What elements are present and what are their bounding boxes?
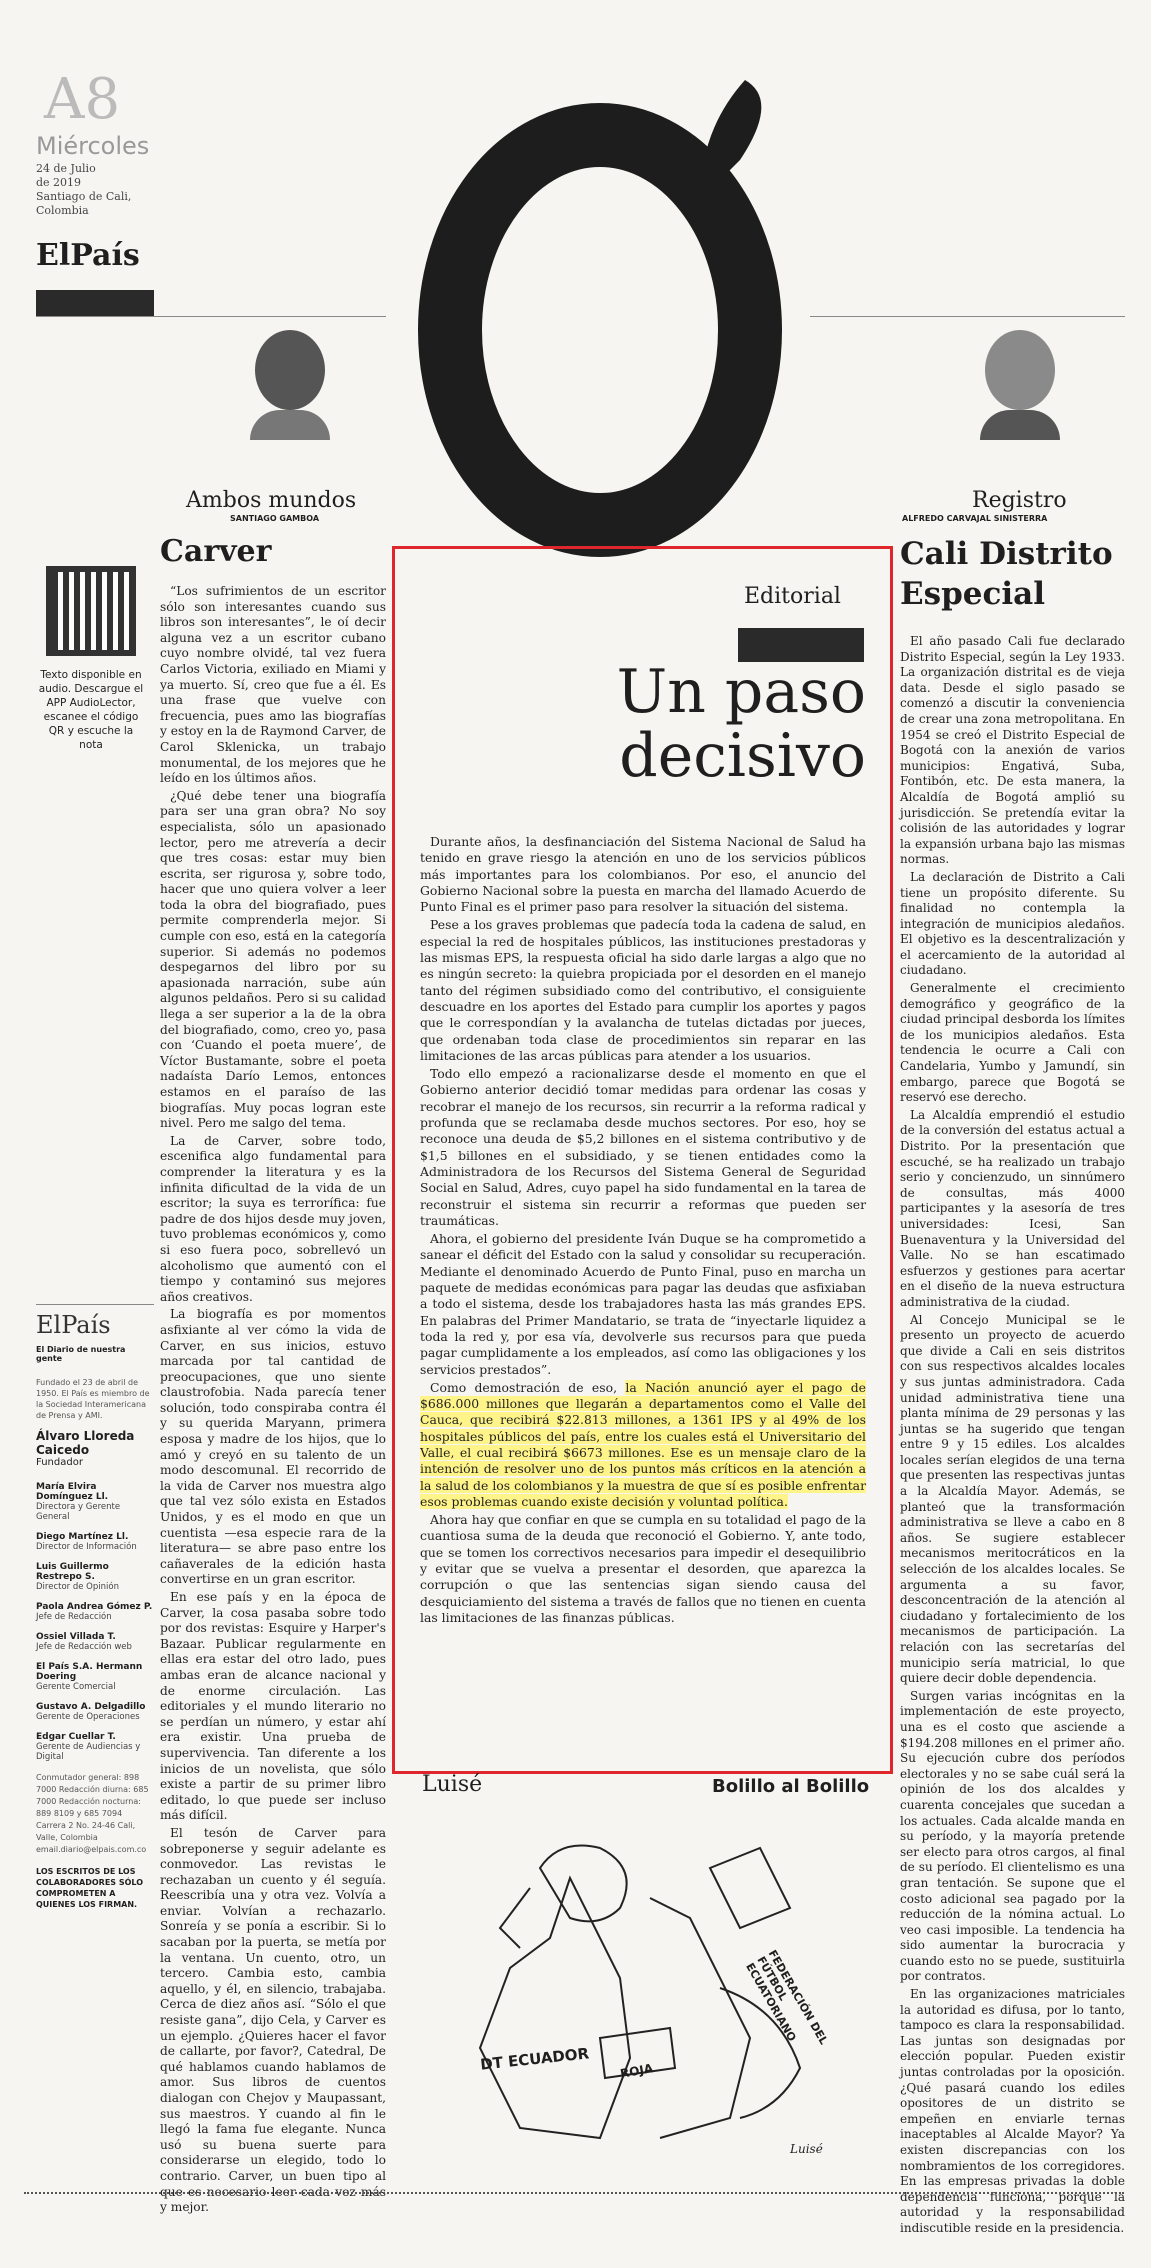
staff-role: Gerente de Operaciones	[36, 1712, 140, 1722]
cali-paragraph: El año pasado Cali fue declarado Distrito Especial, según la Ley 1933. La organización distrital es de vieja data. Desde el siglo pasado se comenzó a discutir la conveniencia de crear una zona metropolitana. En 1954 se creó el Distrito Especial de Bogotá con la anexión de varios municipios: Engativá, Suba, Fontibón, etc. De esta manera, la Alcaldía de Bogotá amplió su jurisdicción. Se pretendía evitar la colisión de las autoridades y lograr la expansión urbana bajo las mismas normas.	[900, 634, 1125, 867]
editorial-paragraph: Durante años, la desfinanciación del Sistema Nacional de Salud ha tenido en grave riesgo la atención en uno de los servicios públicos más importantes para los colombianos. Por eso, el anuncio del Gobierno Nacional sobre la puesta en marcha del llamado Acuerdo de Punto Final es el primer paso para resolver la situación del sistema.	[420, 834, 866, 915]
editorial-title-line-1: Un paso	[616, 657, 866, 727]
cali-paragraph: La declaración de Distrito a Cali tiene un propósito diferente. Su finalidad no contempla la integración de municipios aledaños. El objetivo es la descentralización y el acercamiento de la autoridad al ciudadano.	[900, 869, 1125, 978]
staff-role: Jefe de Redacción	[36, 1612, 112, 1622]
carver-paragraph: En ese país y en la época de Carver, la cosa pasaba sobre todo por dos revistas: Esquire y Harper's Bazaar. Publicar regularmente en ellas era estar del otro lado, pues ambas eran de alcance nacional y de enorme circulación. Las editoriales y el mundo literario no se perdían un número, y estar ahí era existir. Una prueba de supervivencia. Tan diferente a los inicios de un novelista, que sólo existe a partir de su primer libro editado, lo que puede ser incluso más difícil.	[160, 1590, 386, 1823]
staff-name: Ossiel Villada T.	[36, 1632, 116, 1642]
cali-paragraph: En las organizaciones matriciales la autoridad es difusa, por lo tanto, tampoco es clara la responsabilidad. Las juntas son designadas por elección popular. Pueden existir juntas controladas por la oposición. ¿Qué pasará cuando los ediles opositores de un distrito se empeñen en enviarle ternas inaceptables al Alcalde Mayor? Ya existen discrepancias con los nombramientos de los corregidores. En las empresas privadas la doble dependencia funciona, porque la autoridad y la responsabilidad indiscutible reside en la presidencia.	[900, 1987, 1125, 2235]
staff-list	[36, 1482, 154, 1762]
founder-role: Fundador	[36, 1457, 83, 1468]
editorial-p5-lead: Como demostración de eso,	[430, 1379, 626, 1395]
bottom-rule	[24, 2192, 1124, 2194]
carver-paragraph: “Los sufrimientos de un escritor sólo son interesantes cuando sus libros son interesantes”, le oí decir alguna vez a un escritor cubano cuyo nombre olvidé, tal vez fuera Carlos Victoria, exiliado en Miami y ya muerto. Sí, creo que fue a él. Es una frase que vuelve con frecuencia, pues amo las biografías y estoy en la de Raymond Carver, de Carol Sklenicka, un trabajo monumental, de los mejores que he leído en los últimos años.	[160, 584, 386, 786]
column-author-right: ALFREDO CARVAJAL SINISTERRA	[902, 514, 1048, 523]
carver-paragraph: La de Carver, sobre todo, escenifica algo fundamental para comprender la literatura y es la infinita dificultad de la vida de un escritor; la suya es terrorífica: fue padre de dos hijos desde muy joven, tuvo problemas económicos y, como si eso fuera poco, sobrellevó un alcoholismo que aumentó con el tiempo y contaminó sus mejores años creativos.	[160, 1133, 386, 1304]
column-section-left: Ambos mundos	[186, 488, 357, 513]
qr-code[interactable]	[46, 566, 136, 656]
editorial-paragraph: Ahora, el gobierno del presidente Iván Duque se ha comprometido a sanear el déficit del Estado con la salud y consolidar su recuperación. Mediante el denominado Acuerdo de Punto Final, puso en marcha un paquete de medidas económicas para pagar las deudas que asfixiaban a todo el sistema, desde los trabajadores hasta las más grandes EPS. En palabras del Primer Mandatario, se trata de “inyectarle liquidez a toda la red y, por esa vía, devolverle sus recursos para que pueda pagar cumplidamente a los empleados, así como las obligaciones y los servicios prestados”.	[420, 1231, 866, 1377]
carver-paragraph: La biografía es por momentos asfixiante al ver cómo la vida de Carver, en sus inicios, estuvo marcada por tal cantidad de preocupaciones, que uno siente claustrofobia. Nada parecía tener solución, todo conspiraba contra él y su querida Maryann, primera esposa y madre de los hijos, que lo amó y creyó en su talento de un modo descomunal. El recorrido de la vida de Carver nos muestra algo que tal vez sólo exista en Estados Unidos, y es el modo en que un cuentista —esa especie rara de la literatura— se abre paso entre los cañaverales de la edición hasta convertirse en un gran escritor.	[160, 1307, 386, 1587]
cartoon-artist: Luisé	[422, 1772, 483, 1797]
editorial-paragraph-6: Ahora hay que confiar en que se cumpla en su totalidad el pago de la cuantiosa suma de la deuda que reconoció el Gobierno. Y, ante todo, que se tomen los correctivos necesarios para impedir el desequilibrio y evitar que se vuelva a presentar el desorden, que aparezca la corrupción o que las sentencias sigan siendo causa del desquiciamiento del sistema a través de fallos que no tienen en cuenta las limitaciones de las finanzas públicas.	[420, 1512, 866, 1625]
column-author-left: SANTIAGO GAMBOA	[230, 514, 320, 523]
carver-headline: Carver	[160, 534, 272, 569]
staff-brand: ElPaís	[36, 1311, 111, 1339]
staff-disclaimer: LOS ESCRITOS DE LOS COLABORADORES SÓLO COMPROMETEN A QUIENES LOS FIRMAN.	[36, 1867, 143, 1909]
staff-role: Director de Información	[36, 1542, 137, 1552]
cartoon-drawing	[420, 1808, 870, 2158]
staff-entry	[36, 1532, 154, 1552]
staff-entry	[36, 1602, 154, 1622]
carver-paragraph: El tesón de Carver para sobreponerse y seguir adelante es conmovedor. Las revistas le rechazaban un cuento y él seguía. Reescribía una y otra vez. Volvía a enviar. Volvían a rechazarlo. Sonreía y se ponía a escribir. Si lo sacaban por la puerta, se metía por la ventana. Un cuento, otro, un tercero. Cambia esto, cambia aquello, y él, en silencio, trabajaba. Cerca de diez años así. “Sólo el que resiste gana”, dijo Cela, y Carver es un ejemplo. ¿Quieres hacer el favor de callarte, por favor?, Catedral, De qué hablamos cuando hablamos de amor. Sus libros de cuentos dialogan con Chejov y Maupassant, sus maestros. Y cuando al fin le llegó la fama fue elegante. Nunca usó su buena suerte para considerarse un elegido, todo lo contrario. Carver, un buen tipo al que es necesario leer cada vez más y mejor.	[160, 1825, 386, 2215]
date-line-2: de 2019	[36, 176, 82, 189]
avatar-right	[980, 330, 1060, 440]
brand-logo: ElPaís	[36, 238, 140, 273]
cartoon-card-text: ROJA	[619, 2061, 655, 2081]
carver-paragraph: ¿Qué debe tener una biografía para ser una gran obra? No soy especialista, sólo un apasionado lector, pero me atrevería a decir que tres cosas: estar muy bien escrita, ser rigurosa y, sobre todo, hacer que uno quiera volver a leer toda la obra del biografiado, pues permite comprenderla mejor. Si cumple con eso, está en la categoría superior. Si además no podemos despegarnos del libro por su apasionada narración, sube aún algunos peldaños. Pero si su calidad llega a ser superior a la de la obra del biografiado, como, creo yo, pasa con ‘Cuando el poeta muere’, de Víctor Bustamante, sobre el poeta nadaísta Darío Lemos, entonces estamos en el paraíso de las biografías. Muy pocas logran este nivel. Pero me salgo del tema.	[160, 788, 386, 1131]
cali-headline	[900, 534, 1130, 614]
editorial-paragraph-5	[420, 1380, 866, 1510]
staff-role: Jefe de Redacción web	[36, 1642, 132, 1652]
page-code: A8	[44, 67, 121, 132]
carver-body	[160, 584, 386, 2218]
avatar-left	[250, 330, 330, 440]
editorial-highlight: la Nación anunció ayer el pago de $686.000 millones que llegarán a departamentos como el Valle del Cauca, que recibirá $22.813 millones, a 1361 IPS y al 49% de los hospitales públicos del país, entre los cuales está el Universitario del Valle, el cual recibirá $6673 millones. Ese es un mensaje claro de la intención de resolver uno de los puntos más críticos en la atención a la salud de los colombianos y la muestra de que sí es posible enfrentar esos problemas cuando existe decisión y voluntad política.	[420, 1379, 866, 1509]
staff-role: Directora y Gerente General	[36, 1502, 121, 1522]
staff-entry	[36, 1702, 154, 1722]
cartoon-sign-text: FEDERACIÓN DEL FÚTBOL ECUATORIANO	[743, 1947, 831, 2047]
editorial-paragraph: Pese a los graves problemas que padecía toda la cadena de salud, en especial la red de hospitales públicos, las instituciones prestadoras y las mismas EPS, la respuesta oficial ha sido darle largas a algo que no es ningún secreto: la quiebra propiciada por el desorden en el manejo tanto del régimen subsidiado como del contributivo, el consiguiente descuadre en los aportes del Estado para cumplir los aportes y pagos que le correspondían y la avalancha de tutelas dictadas por jueces, que ordenaban toda clase de procedimientos sin reparar en las limitaciones de las arcas públicas para atender a los usuarios.	[420, 917, 866, 1063]
staff-name: Luis Guillermo Restrepo S.	[36, 1562, 109, 1582]
column-section-right: Registro	[972, 488, 1067, 513]
editorial-title-line-2: decisivo	[619, 721, 866, 791]
staff-name: Edgar Cuellar T.	[36, 1732, 116, 1742]
staff-entry	[36, 1732, 154, 1762]
date-line-1: 24 de Julio	[36, 162, 96, 175]
staff-entry	[36, 1482, 154, 1522]
staff-name: El País S.A. Hermann Doering	[36, 1662, 143, 1682]
city: Santiago de Cali,	[36, 190, 132, 203]
qr-note: Texto disponible en audio. Descargue el APP AudioLector, escanee el código QR y escuche la nota	[38, 669, 144, 751]
staff-name: Gustavo A. Delgadillo	[36, 1702, 146, 1712]
cartoon-shirt-text: DT ECUADOR	[479, 2044, 590, 2074]
cali-paragraph: Al Concejo Municipal se le presento un proyecto de acuerdo que divide a Cali en seis distritos con sus respectivos alcaldes locales y sus juntas administradora. Cada unidad administrativa tiene una planta mínima de 29 personas y las juntas se ha sugerido que tengan entre 9 y 15 ediles. Los alcaldes locales serían elegidos de una terna que presenten las respectivas juntas a la Alcaldía Mayor. Además, se planteó que la transformación administrativa se lleve a cabo en 8 años. Se sugiere establecer mecanismos meritocráticos en la selección de los alcaldes locales. Se argumenta a su favor, desconcentración de la atención al ciudadano y fortalecimiento de los mecanismos de participación. La relación con las secretarías del municipio sería matricial, lo que quiere decir doble dependencia.	[900, 1312, 1125, 1686]
staff-tagline: El Diario de nuestra gente	[36, 1345, 126, 1363]
staff-entry	[36, 1632, 154, 1652]
country: Colombia	[36, 204, 89, 217]
staff-role: Gerente de Audiencias y Digital	[36, 1742, 141, 1762]
editorial-body	[420, 834, 866, 1628]
staff-role: Gerente Comercial	[36, 1682, 116, 1692]
staff-entry	[36, 1562, 154, 1592]
cali-paragraph: Surgen varias incógnitas en la implementación de este proyecto, una es el costo que asciende a $194.208 millones en el primer año. Su ejecución cubre dos períodos electorales y no se sabe cuál será la opinión de los dos alcaldes y cuarenta concejales que sucedan a los actuales. Cada alcalde manda en su período, y la mayoría pretende ser electo para otros cargos, al final de su período. El clientelismo es una gran tentación. Se supone que el costo adicional sea pagado por la reducción de la nómina actual. Lo veo casi imposible. La tendencia ha sido aumentar la burocracia y cuando esto no se puede, sustituirla por contratos.	[900, 1688, 1125, 1984]
cartoon-signature: Luisé	[790, 2142, 823, 2156]
staff-role: Director de Opinión	[36, 1582, 119, 1592]
staff-name: Diego Martínez Ll.	[36, 1532, 129, 1542]
editorial-title	[586, 657, 866, 791]
staff-founded: Fundado el 23 de abril de 1950. El País es miembro de la Sociedad Interamericana de Prensa y AMI.	[36, 1378, 150, 1420]
staff-entry	[36, 1662, 154, 1692]
founder-name: Álvaro Lloreda Caicedo	[36, 1429, 135, 1457]
date-block	[36, 162, 131, 218]
top-rule-left	[36, 316, 386, 317]
staff-box	[36, 1304, 154, 1910]
brand-bar	[36, 290, 154, 316]
cali-body	[900, 634, 1125, 2239]
big-o-graphic	[400, 40, 820, 580]
editorial-paragraph: Todo ello empezó a racionalizarse desde el momento en que el Gobierno anterior decidió tomar medidas para ordenar las cosas y recobrar el manejo de los recursos, sin recurrir a la reforma radical y profunda que se reclamaba desde muchos sectores. Por eso, hoy se reconoce una deuda de $5,2 billones en el sistema contributivo y de $1,5 billones en el subsidiado, y se tienen entidades como la Administradora de los Recursos del Sistema General de Seguridad Social en Salud, Adres, cuyo papel ha sido fundamental en la tarea de reconstruir el sistema sin recurrir a reformas que pueden ser traumáticas.	[420, 1066, 866, 1228]
top-rule-right	[810, 316, 1125, 317]
editorial-kicker: Editorial	[744, 584, 841, 609]
cali-paragraph: La Alcaldía emprendió el estudio de la conversión del estatus actual a Distrito. Por la presentación que escuché, se ha realizado un trabajo serio y concienzudo, un sinnúmero de consultas, más 4000 participantes y la asesoría de tres universidades: Icesi, San Buenaventura y la Universidad del Valle. No se han escatimado esfuerzos y gestiones para acertar en el diseño de la nueva estructura administrativa de la ciudad.	[900, 1107, 1125, 1309]
staff-contact: Conmutador general: 898 7000 Redacción diurna: 685 7000 Redacción nocturna: 889 8109 y 685 7094 Carrera 2 No. 24-46 Cali, Valle, Colombia email.diario@elpais.com.co	[36, 1773, 149, 1854]
cali-headline-2: Especial	[900, 576, 1045, 612]
staff-name: María Elvira Domínguez Ll.	[36, 1482, 109, 1502]
staff-name: Paola Andrea Gómez P.	[36, 1602, 153, 1612]
weekday: Miércoles	[36, 132, 150, 160]
cali-paragraph: Generalmente el crecimiento demográfico y geográfico de la ciudad principal desborda los límites de los municipios aledaños. Esta tendencia le ocurre a Cali con Candelaria, Yumbo y Jamundí, sin embargo, parece que Bogotá se reservó ese derecho.	[900, 981, 1125, 1105]
cartoon-title: Bolillo al Bolillo	[712, 1776, 870, 1797]
cali-headline-1: Cali Distrito	[900, 536, 1113, 572]
